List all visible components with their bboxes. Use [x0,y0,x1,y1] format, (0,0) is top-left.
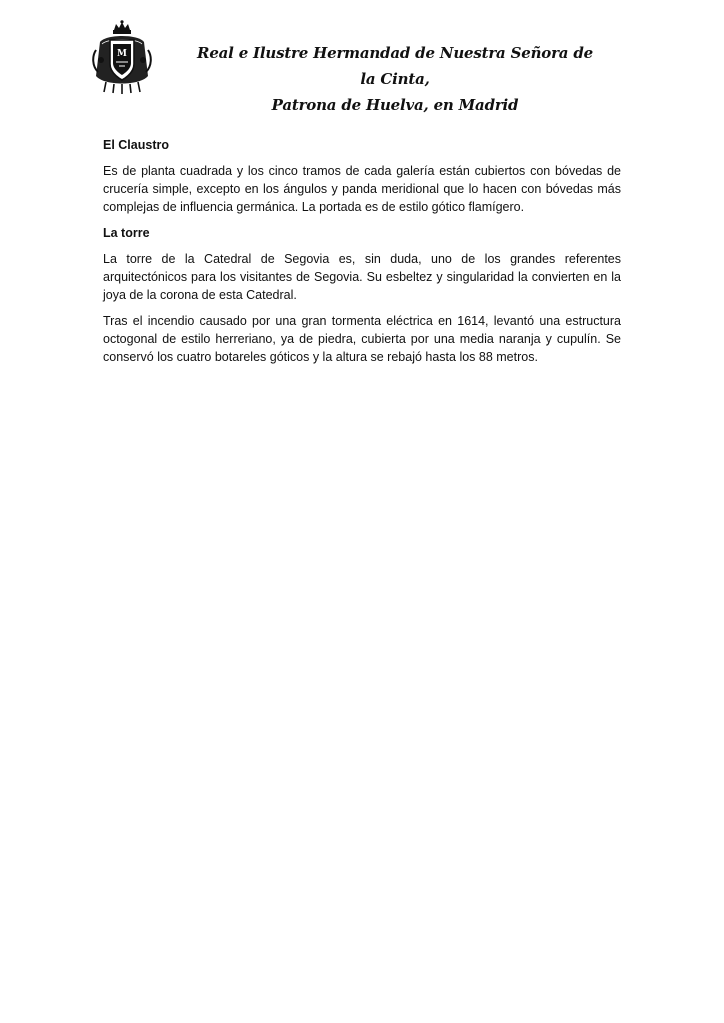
paragraph: Es de planta cuadrada y los cinco tramos de cada galería están cubiertos con bóvedas de crucería simple, excepto en los ángulos y panda meridional que lo hacen con bóvedas más complejas de influencia germánica. La portada es de estilo gótico flamígero. [103,164,621,214]
section-la-torre [103,224,621,366]
svg-text:M: M [117,49,127,59]
page-header [0,0,724,114]
header-title-line-2: Patrona de Huelva, en Madrid [271,96,519,114]
document-body [103,136,621,374]
paragraph: La torre de la Catedral de Segovia es, sin duda, uno de los grandes referentes arquitectónicos para los visitantes de Segovia. Su esbeltez y singularidad la convierten en la joya de la corona de esta Catedral. [103,252,621,302]
section-el-claustro [103,136,621,216]
coat-of-arms-icon [92,20,152,94]
header-title [190,40,600,118]
section-heading: El Claustro [103,138,169,152]
paragraph: Tras el incendio causado por una gran tormenta eléctrica en 1614, levantó una estructura octogonal de estilo herreriano, ya de piedra, cubierta por una media naranja y cupulín. Se conservó los cuatro botareles góticos y la altura se rebajó hasta los 88 metros. [103,314,621,364]
section-heading: La torre [103,226,150,240]
header-title-line-1: Real e Ilustre Hermandad de Nuestra Señora de la Cinta, [197,44,593,88]
